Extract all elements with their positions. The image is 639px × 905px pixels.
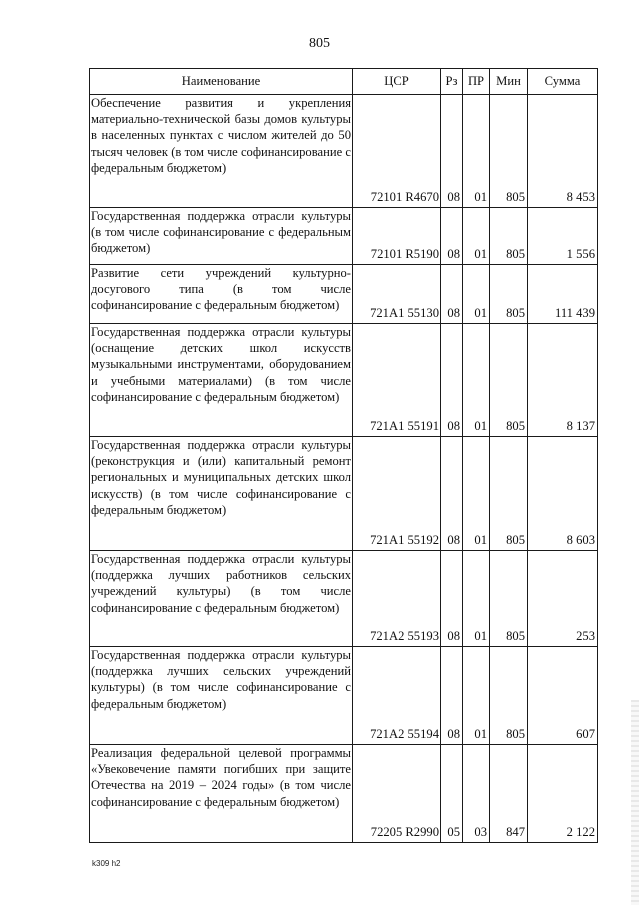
row-sum: 2 122 <box>528 745 598 843</box>
row-rz: 05 <box>441 745 463 843</box>
table-row <box>90 208 598 265</box>
header-name: Наименование <box>90 69 353 95</box>
header-rz: Рз <box>441 69 463 95</box>
table-row <box>90 647 598 745</box>
row-csr: 72101 R4670 <box>353 95 441 208</box>
row-pr: 01 <box>463 437 490 551</box>
row-name: Государственная поддержка отрасли культуры (реконструкция и (или) капитальный ремонт региональных и муниципальных детских школ искусств) (в том числе софинансирование с федеральным бюджетом) <box>90 437 353 551</box>
row-pr: 03 <box>463 745 490 843</box>
table-header-row <box>90 69 598 95</box>
row-min: 805 <box>490 551 528 647</box>
row-min: 805 <box>490 647 528 745</box>
row-sum: 111 439 <box>528 265 598 324</box>
table-row <box>90 265 598 324</box>
table-row <box>90 324 598 437</box>
page-number: 805 <box>309 36 330 51</box>
table-row <box>90 551 598 647</box>
row-min: 805 <box>490 208 528 265</box>
row-min: 805 <box>490 265 528 324</box>
row-rz: 08 <box>441 551 463 647</box>
header-csr: ЦСР <box>353 69 441 95</box>
row-csr: 721A1 55130 <box>353 265 441 324</box>
row-name: Обеспечение развития и укрепления материально-технической базы домов культуры в населенных пунктах с числом жителей до 50 тысяч человек (в том числе софинансирование с федеральным бюджетом) <box>90 95 353 208</box>
header-sum: Сумма <box>528 69 598 95</box>
row-name: Развитие сети учреждений культурно-досугового типа (в том числе софинансирование с федеральным бюджетом) <box>90 265 353 324</box>
row-min: 805 <box>490 437 528 551</box>
row-rz: 08 <box>441 265 463 324</box>
row-sum: 253 <box>528 551 598 647</box>
row-sum: 1 556 <box>528 208 598 265</box>
header-min: Мин <box>490 69 528 95</box>
row-rz: 08 <box>441 95 463 208</box>
row-min: 805 <box>490 95 528 208</box>
row-name: Государственная поддержка отрасли культуры (оснащение детских школ искусств музыкальными инструментами, оборудованием и учебными материалами) (в том числе софинансирование с федеральным бюджетом) <box>90 324 353 437</box>
table-row <box>90 95 598 208</box>
row-rz: 08 <box>441 647 463 745</box>
row-rz: 08 <box>441 324 463 437</box>
row-pr: 01 <box>463 265 490 324</box>
scan-edge-artifact <box>631 700 639 905</box>
row-csr: 721A1 55191 <box>353 324 441 437</box>
row-rz: 08 <box>441 437 463 551</box>
row-pr: 01 <box>463 95 490 208</box>
row-name: Государственная поддержка отрасли культуры (поддержка лучших сельских учреждений культуры) (в том числе софинансирование с федеральным бюджетом) <box>90 647 353 745</box>
header-pr: ПР <box>463 69 490 95</box>
row-name: Государственная поддержка отрасли культуры (в том числе софинансирование с федеральным бюджетом) <box>90 208 353 265</box>
row-sum: 8 603 <box>528 437 598 551</box>
row-name: Государственная поддержка отрасли культуры (поддержка лучших работников сельских учреждений культуры) (в том числе софинансирование с федеральным бюджетом) <box>90 551 353 647</box>
row-name: Реализация федеральной целевой программы «Увековечение памяти погибших при защите Отечества на 2019 – 2024 годы» (в том числе софинансирование с федеральным бюджетом) <box>90 745 353 843</box>
row-pr: 01 <box>463 324 490 437</box>
row-pr: 01 <box>463 208 490 265</box>
row-csr: 72101 R5190 <box>353 208 441 265</box>
row-rz: 08 <box>441 208 463 265</box>
row-sum: 607 <box>528 647 598 745</box>
row-sum: 8 137 <box>528 324 598 437</box>
row-sum: 8 453 <box>528 95 598 208</box>
row-min: 805 <box>490 324 528 437</box>
row-min: 847 <box>490 745 528 843</box>
footer-code: k309 h2 <box>92 859 121 868</box>
row-csr: 721A2 55193 <box>353 551 441 647</box>
row-csr: 721A2 55194 <box>353 647 441 745</box>
table-row <box>90 437 598 551</box>
row-pr: 01 <box>463 551 490 647</box>
row-pr: 01 <box>463 647 490 745</box>
row-csr: 72205 R2990 <box>353 745 441 843</box>
row-csr: 721A1 55192 <box>353 437 441 551</box>
table-row <box>90 745 598 843</box>
budget-table <box>89 68 598 843</box>
